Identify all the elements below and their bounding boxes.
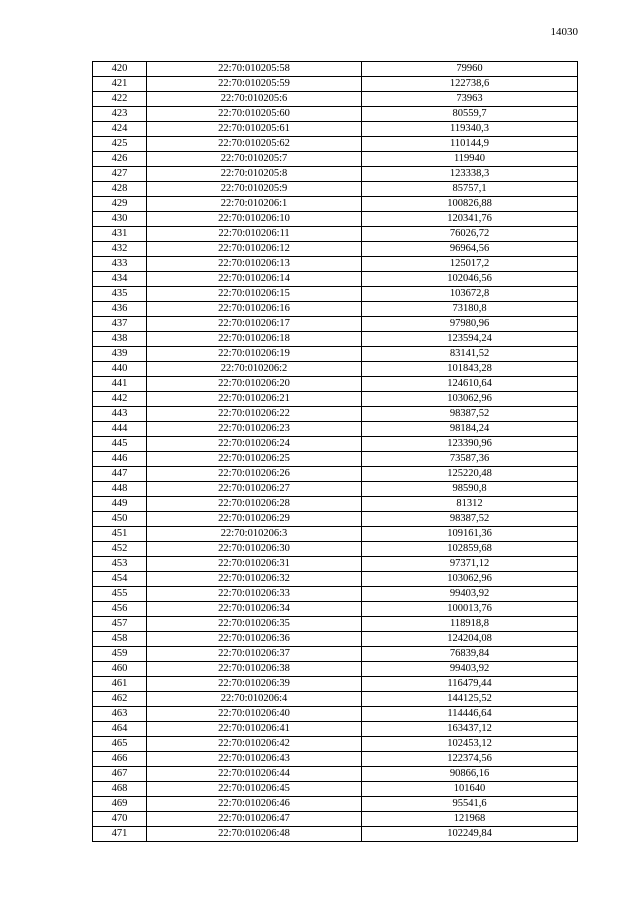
table-row bbox=[93, 572, 578, 587]
value-cell: 76839,84 bbox=[362, 647, 578, 662]
cadastral-number-cell: 22:70:010206:11 bbox=[147, 227, 362, 242]
cadastral-number-cell: 22:70:010205:8 bbox=[147, 167, 362, 182]
value-cell: 100826,88 bbox=[362, 197, 578, 212]
table-row bbox=[93, 542, 578, 557]
value-cell: 121968 bbox=[362, 812, 578, 827]
table-row bbox=[93, 212, 578, 227]
row-number-cell: 456 bbox=[93, 602, 147, 617]
table-row bbox=[93, 722, 578, 737]
value-cell: 109161,36 bbox=[362, 527, 578, 542]
table-row bbox=[93, 677, 578, 692]
cadastral-number-cell: 22:70:010206:39 bbox=[147, 677, 362, 692]
row-number-cell: 467 bbox=[93, 767, 147, 782]
cadastral-number-cell: 22:70:010205:61 bbox=[147, 122, 362, 137]
cadastral-number-cell: 22:70:010206:4 bbox=[147, 692, 362, 707]
row-number-cell: 437 bbox=[93, 317, 147, 332]
value-cell: 102859,68 bbox=[362, 542, 578, 557]
value-cell: 101843,28 bbox=[362, 362, 578, 377]
row-number-cell: 421 bbox=[93, 77, 147, 92]
table-row bbox=[93, 767, 578, 782]
value-cell: 125017,2 bbox=[362, 257, 578, 272]
cadastral-number-cell: 22:70:010206:24 bbox=[147, 437, 362, 452]
table-row bbox=[93, 362, 578, 377]
row-number-cell: 424 bbox=[93, 122, 147, 137]
cadastral-number-cell: 22:70:010206:3 bbox=[147, 527, 362, 542]
value-cell: 73180,8 bbox=[362, 302, 578, 317]
table-row bbox=[93, 242, 578, 257]
table-row bbox=[93, 347, 578, 362]
cadastral-number-cell: 22:70:010206:27 bbox=[147, 482, 362, 497]
row-number-cell: 428 bbox=[93, 182, 147, 197]
value-cell: 85757,1 bbox=[362, 182, 578, 197]
row-number-cell: 434 bbox=[93, 272, 147, 287]
cadastral-number-cell: 22:70:010206:15 bbox=[147, 287, 362, 302]
cadastral-number-cell: 22:70:010206:16 bbox=[147, 302, 362, 317]
cadastral-number-cell: 22:70:010206:33 bbox=[147, 587, 362, 602]
value-cell: 119940 bbox=[362, 152, 578, 167]
table-row bbox=[93, 257, 578, 272]
value-cell: 122374,56 bbox=[362, 752, 578, 767]
cadastral-number-cell: 22:70:010206:32 bbox=[147, 572, 362, 587]
table-row bbox=[93, 467, 578, 482]
table-row bbox=[93, 317, 578, 332]
table-row bbox=[93, 137, 578, 152]
value-cell: 116479,44 bbox=[362, 677, 578, 692]
row-number-cell: 459 bbox=[93, 647, 147, 662]
cadastral-number-cell: 22:70:010205:6 bbox=[147, 92, 362, 107]
table-row bbox=[93, 602, 578, 617]
row-number-cell: 455 bbox=[93, 587, 147, 602]
table-row bbox=[93, 122, 578, 137]
table-row bbox=[93, 752, 578, 767]
row-number-cell: 452 bbox=[93, 542, 147, 557]
value-cell: 110144,9 bbox=[362, 137, 578, 152]
value-cell: 125220,48 bbox=[362, 467, 578, 482]
cadastral-number-cell: 22:70:010205:59 bbox=[147, 77, 362, 92]
table-row bbox=[93, 737, 578, 752]
row-number-cell: 425 bbox=[93, 137, 147, 152]
row-number-cell: 420 bbox=[93, 62, 147, 77]
row-number-cell: 465 bbox=[93, 737, 147, 752]
table-row bbox=[93, 812, 578, 827]
value-cell: 123594,24 bbox=[362, 332, 578, 347]
row-number-cell: 457 bbox=[93, 617, 147, 632]
table-row bbox=[93, 77, 578, 92]
table-row bbox=[93, 377, 578, 392]
table-row bbox=[93, 62, 578, 77]
row-number-cell: 449 bbox=[93, 497, 147, 512]
value-cell: 98387,52 bbox=[362, 407, 578, 422]
table-row bbox=[93, 302, 578, 317]
row-number-cell: 461 bbox=[93, 677, 147, 692]
table-row bbox=[93, 227, 578, 242]
row-number-cell: 462 bbox=[93, 692, 147, 707]
table-row bbox=[93, 182, 578, 197]
value-cell: 101640 bbox=[362, 782, 578, 797]
cadastral-number-cell: 22:70:010206:20 bbox=[147, 377, 362, 392]
table-row bbox=[93, 497, 578, 512]
row-number-cell: 426 bbox=[93, 152, 147, 167]
row-number-cell: 432 bbox=[93, 242, 147, 257]
cadastral-number-cell: 22:70:010206:34 bbox=[147, 602, 362, 617]
cadastral-number-cell: 22:70:010205:7 bbox=[147, 152, 362, 167]
cadastral-number-cell: 22:70:010206:41 bbox=[147, 722, 362, 737]
row-number-cell: 458 bbox=[93, 632, 147, 647]
table-row bbox=[93, 272, 578, 287]
row-number-cell: 466 bbox=[93, 752, 147, 767]
cadastral-number-cell: 22:70:010206:2 bbox=[147, 362, 362, 377]
row-number-cell: 470 bbox=[93, 812, 147, 827]
row-number-cell: 471 bbox=[93, 827, 147, 842]
row-number-cell: 444 bbox=[93, 422, 147, 437]
value-cell: 98590,8 bbox=[362, 482, 578, 497]
table-row bbox=[93, 707, 578, 722]
table-row bbox=[93, 437, 578, 452]
cadastral-number-cell: 22:70:010206:40 bbox=[147, 707, 362, 722]
table-row bbox=[93, 647, 578, 662]
row-number-cell: 468 bbox=[93, 782, 147, 797]
cadastral-number-cell: 22:70:010206:44 bbox=[147, 767, 362, 782]
row-number-cell: 451 bbox=[93, 527, 147, 542]
value-cell: 103672,8 bbox=[362, 287, 578, 302]
row-number-cell: 446 bbox=[93, 452, 147, 467]
cadastral-number-cell: 22:70:010206:1 bbox=[147, 197, 362, 212]
value-cell: 76026,72 bbox=[362, 227, 578, 242]
cadastral-number-cell: 22:70:010206:18 bbox=[147, 332, 362, 347]
table-row bbox=[93, 287, 578, 302]
value-cell: 97371,12 bbox=[362, 557, 578, 572]
row-number-cell: 460 bbox=[93, 662, 147, 677]
table-row bbox=[93, 827, 578, 842]
value-cell: 123338,3 bbox=[362, 167, 578, 182]
value-cell: 163437,12 bbox=[362, 722, 578, 737]
value-cell: 80559,7 bbox=[362, 107, 578, 122]
row-number-cell: 442 bbox=[93, 392, 147, 407]
cadastral-number-cell: 22:70:010206:45 bbox=[147, 782, 362, 797]
value-cell: 97980,96 bbox=[362, 317, 578, 332]
value-cell: 98184,24 bbox=[362, 422, 578, 437]
row-number-cell: 422 bbox=[93, 92, 147, 107]
value-cell: 102453,12 bbox=[362, 737, 578, 752]
table-row bbox=[93, 392, 578, 407]
row-number-cell: 463 bbox=[93, 707, 147, 722]
cadastral-value-table bbox=[92, 61, 578, 842]
cadastral-number-cell: 22:70:010206:23 bbox=[147, 422, 362, 437]
table-row bbox=[93, 152, 578, 167]
cadastral-number-cell: 22:70:010205:60 bbox=[147, 107, 362, 122]
cadastral-number-cell: 22:70:010206:14 bbox=[147, 272, 362, 287]
cadastral-number-cell: 22:70:010206:12 bbox=[147, 242, 362, 257]
row-number-cell: 440 bbox=[93, 362, 147, 377]
value-cell: 99403,92 bbox=[362, 662, 578, 677]
value-cell: 144125,52 bbox=[362, 692, 578, 707]
cadastral-number-cell: 22:70:010206:37 bbox=[147, 647, 362, 662]
table-row bbox=[93, 407, 578, 422]
cadastral-number-cell: 22:70:010205:58 bbox=[147, 62, 362, 77]
row-number-cell: 427 bbox=[93, 167, 147, 182]
row-number-cell: 464 bbox=[93, 722, 147, 737]
value-cell: 123390,96 bbox=[362, 437, 578, 452]
value-cell: 124204,08 bbox=[362, 632, 578, 647]
table-row bbox=[93, 797, 578, 812]
row-number-cell: 469 bbox=[93, 797, 147, 812]
table-row bbox=[93, 587, 578, 602]
table-row bbox=[93, 482, 578, 497]
row-number-cell: 439 bbox=[93, 347, 147, 362]
table-row bbox=[93, 782, 578, 797]
row-number-cell: 450 bbox=[93, 512, 147, 527]
cadastral-number-cell: 22:70:010206:13 bbox=[147, 257, 362, 272]
value-cell: 124610,64 bbox=[362, 377, 578, 392]
table-row bbox=[93, 527, 578, 542]
table-row bbox=[93, 107, 578, 122]
table-row bbox=[93, 692, 578, 707]
table-body bbox=[93, 62, 578, 842]
cadastral-number-cell: 22:70:010206:36 bbox=[147, 632, 362, 647]
value-cell: 118918,8 bbox=[362, 617, 578, 632]
cadastral-number-cell: 22:70:010206:43 bbox=[147, 752, 362, 767]
cadastral-number-cell: 22:70:010206:29 bbox=[147, 512, 362, 527]
row-number-cell: 435 bbox=[93, 287, 147, 302]
row-number-cell: 429 bbox=[93, 197, 147, 212]
value-cell: 96964,56 bbox=[362, 242, 578, 257]
row-number-cell: 441 bbox=[93, 377, 147, 392]
value-cell: 102046,56 bbox=[362, 272, 578, 287]
cadastral-number-cell: 22:70:010206:38 bbox=[147, 662, 362, 677]
value-cell: 119340,3 bbox=[362, 122, 578, 137]
value-cell: 73587,36 bbox=[362, 452, 578, 467]
row-number-cell: 430 bbox=[93, 212, 147, 227]
value-cell: 95541,6 bbox=[362, 797, 578, 812]
table-row bbox=[93, 557, 578, 572]
value-cell: 83141,52 bbox=[362, 347, 578, 362]
table-row bbox=[93, 662, 578, 677]
value-cell: 102249,84 bbox=[362, 827, 578, 842]
table-row bbox=[93, 512, 578, 527]
table-row bbox=[93, 197, 578, 212]
cadastral-number-cell: 22:70:010206:26 bbox=[147, 467, 362, 482]
row-number-cell: 448 bbox=[93, 482, 147, 497]
cadastral-number-cell: 22:70:010206:48 bbox=[147, 827, 362, 842]
cadastral-number-cell: 22:70:010206:30 bbox=[147, 542, 362, 557]
row-number-cell: 436 bbox=[93, 302, 147, 317]
row-number-cell: 443 bbox=[93, 407, 147, 422]
value-cell: 90866,16 bbox=[362, 767, 578, 782]
row-number-cell: 454 bbox=[93, 572, 147, 587]
row-number-cell: 453 bbox=[93, 557, 147, 572]
table-row bbox=[93, 92, 578, 107]
table-row bbox=[93, 617, 578, 632]
cadastral-number-cell: 22:70:010206:35 bbox=[147, 617, 362, 632]
cadastral-number-cell: 22:70:010206:42 bbox=[147, 737, 362, 752]
value-cell: 73963 bbox=[362, 92, 578, 107]
value-cell: 103062,96 bbox=[362, 572, 578, 587]
cadastral-number-cell: 22:70:010206:17 bbox=[147, 317, 362, 332]
value-cell: 122738,6 bbox=[362, 77, 578, 92]
row-number-cell: 431 bbox=[93, 227, 147, 242]
cadastral-number-cell: 22:70:010206:10 bbox=[147, 212, 362, 227]
value-cell: 98387,52 bbox=[362, 512, 578, 527]
table-row bbox=[93, 452, 578, 467]
value-cell: 81312 bbox=[362, 497, 578, 512]
table-row bbox=[93, 332, 578, 347]
cadastral-number-cell: 22:70:010206:19 bbox=[147, 347, 362, 362]
value-cell: 114446,64 bbox=[362, 707, 578, 722]
row-number-cell: 447 bbox=[93, 467, 147, 482]
row-number-cell: 445 bbox=[93, 437, 147, 452]
cadastral-number-cell: 22:70:010205:9 bbox=[147, 182, 362, 197]
cadastral-number-cell: 22:70:010206:22 bbox=[147, 407, 362, 422]
row-number-cell: 433 bbox=[93, 257, 147, 272]
page-number: 14030 bbox=[550, 26, 578, 38]
value-cell: 103062,96 bbox=[362, 392, 578, 407]
cadastral-number-cell: 22:70:010206:47 bbox=[147, 812, 362, 827]
cadastral-number-cell: 22:70:010206:21 bbox=[147, 392, 362, 407]
table-row bbox=[93, 167, 578, 182]
row-number-cell: 438 bbox=[93, 332, 147, 347]
cadastral-number-cell: 22:70:010206:31 bbox=[147, 557, 362, 572]
cadastral-number-cell: 22:70:010206:46 bbox=[147, 797, 362, 812]
table-row bbox=[93, 632, 578, 647]
value-cell: 99403,92 bbox=[362, 587, 578, 602]
cadastral-number-cell: 22:70:010206:25 bbox=[147, 452, 362, 467]
table-row bbox=[93, 422, 578, 437]
cadastral-number-cell: 22:70:010206:28 bbox=[147, 497, 362, 512]
value-cell: 79960 bbox=[362, 62, 578, 77]
value-cell: 120341,76 bbox=[362, 212, 578, 227]
value-cell: 100013,76 bbox=[362, 602, 578, 617]
cadastral-number-cell: 22:70:010205:62 bbox=[147, 137, 362, 152]
row-number-cell: 423 bbox=[93, 107, 147, 122]
